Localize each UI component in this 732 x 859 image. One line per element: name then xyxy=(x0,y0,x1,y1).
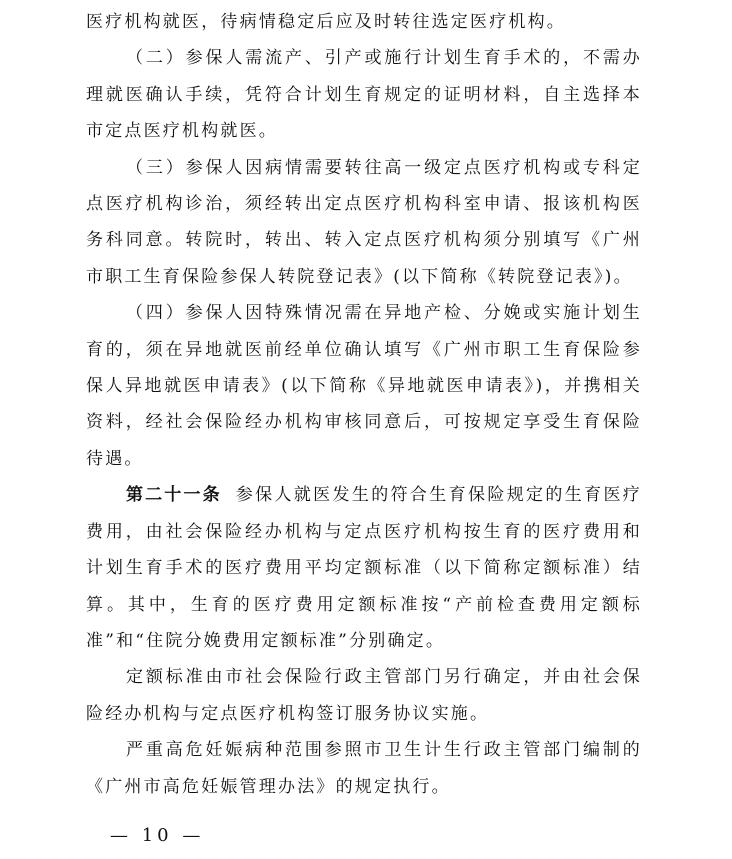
paragraph-item-4: （四）参保人因特殊情况需在异地产检、分娩或实施计划生育的，须在异地就医前经单位确认填写《广州市职工生育保险参保人异地就医申请表》(以下简称《异地就医申请表》)，并携相关资料，经社会保险经办机构审核同意后，可按规定享受生育保险待遇。 xyxy=(86,303,642,469)
paragraph-high-risk-pregnancy: 严重高危妊娠病种范围参照市卫生计生行政主管部门编制的《广州市高危妊娠管理办法》的规定执行。 xyxy=(86,740,642,797)
article-21-paragraph xyxy=(86,477,642,659)
page-number: — 10 — xyxy=(110,825,205,846)
article-21-text: 参保人就医发生的符合生育保险规定的生育医疗费用，由社会保险经办机构与定点医疗机构按生育的医疗费用和计划生育手术的医疗费用平均定额标准（以下简称定额标准）结算。其中，生育的医疗费用定额标准按“产前检查费用定额标准”和“住院分娩费用定额标准”分别确定。 xyxy=(86,485,643,651)
paragraph-quota-standard: 定额标准由市社会保险行政主管部门另行确定，并由社会保险经办机构与定点医疗机构签订服务协议实施。 xyxy=(86,667,642,724)
paragraph-item-3: （三）参保人因病情需要转往高一级定点医疗机构或专科定点医疗机构诊治，须经转出定点医疗机构科室申请、报该机构医务科同意。转院时，转出、转入定点医疗机构须分别填写《广州市职工生育保险参保人转院登记表》(以下简称《转院登记表》)。 xyxy=(86,157,642,287)
article-21-label: 第二十一条 xyxy=(126,485,222,506)
paragraph-item-2: （二）参保人需流产、引产或施行计划生育手术的，不需办理就医确认手续，凭符合计划生育规定的证明材料，自主选择本市定点医疗机构就医。 xyxy=(86,48,642,142)
paragraph-continuation: 医疗机构就医，待病情稳定后应及时转往选定医疗机构。 xyxy=(86,12,566,32)
document-body xyxy=(86,4,642,805)
